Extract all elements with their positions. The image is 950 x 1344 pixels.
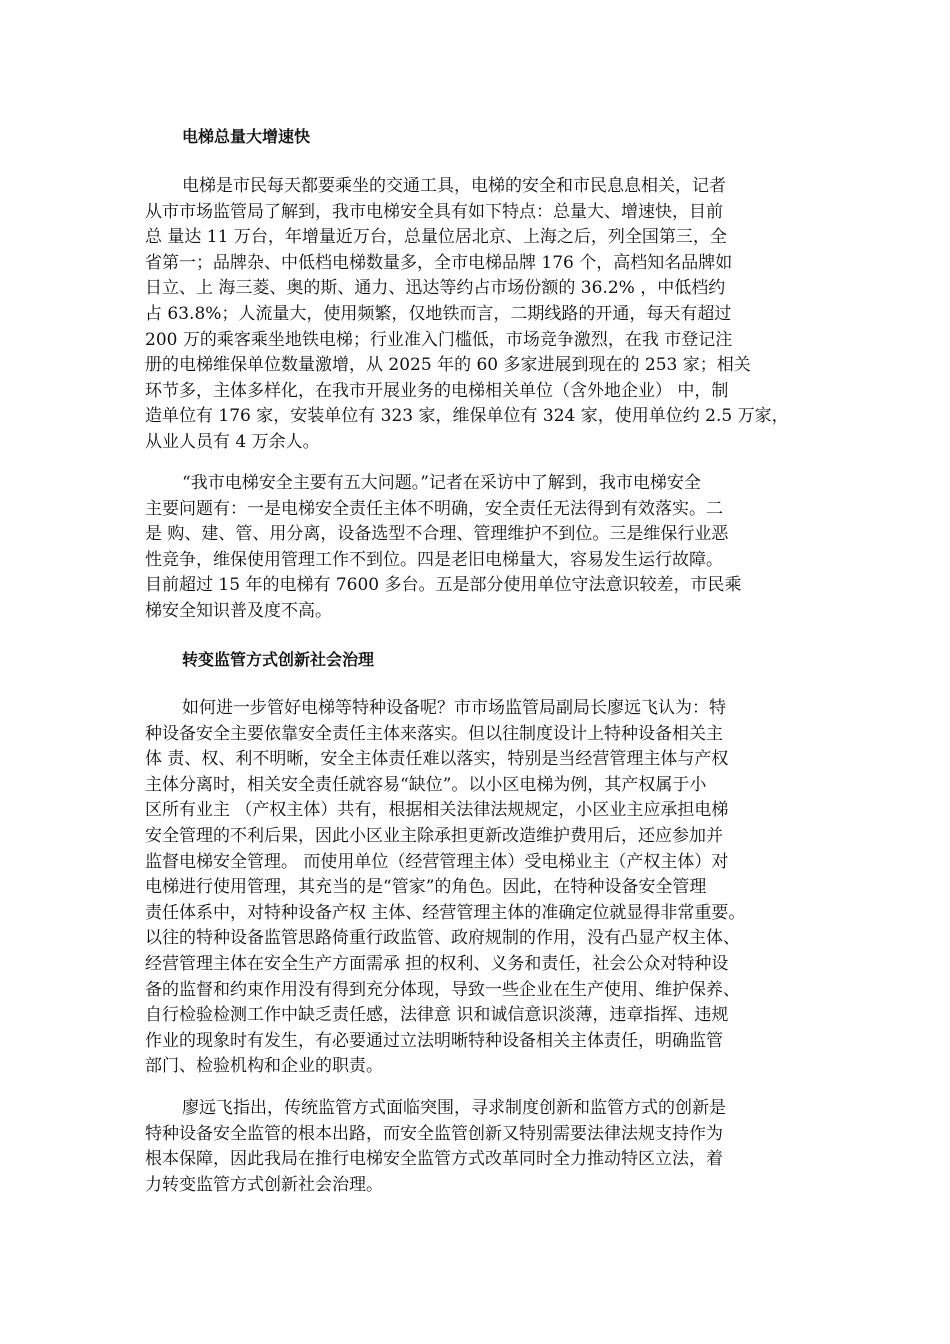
text-line: 主体分离时，相关安全责任就容易“缺位”。以小区电梯为例，其产权属于小 [145, 774, 707, 795]
text-line: 以往的特种设备监管思路倚重行政监管、政府规制的作用，没有凸显产权主体、 [145, 928, 740, 949]
text-line: 梯安全知识普及度不高。 [145, 600, 332, 621]
text-line: 日立、上 海三菱、奥的斯、通力、迅达等约占市场份额的 36.2% ，中低档约 [145, 278, 726, 299]
text-line: 主要问题有：一是电梯安全责任主体不明确，安全责任无法得到有效落实。二 [145, 498, 723, 519]
text-line: 目前超过 15 年的电梯有 7600 多台。五是部分使用单位守法意识较差，市民乘 [145, 575, 742, 596]
text-line: 性竞争，维保使用管理工作不到位。四是老旧电梯量大，容易发生运行故障。 [145, 549, 723, 570]
text-line: 环节多，主体多样化，在我市开展业务的电梯相关单位（含外地企业） 中，制 [145, 380, 729, 401]
text-line: 备的监督和约束作用没有得到充分体现，导致一些企业在生产使用、维护保养、 [145, 979, 740, 1000]
paragraph-regulation-approach [145, 696, 745, 1080]
text-line: 如何进一步管好电梯等特种设备呢？市市场监管局副局长廖远飞认为：特 [182, 698, 726, 718]
text-line: 占 63.8%；人流量大，使用频繁，仅地铁而言，二期线路的开通，每天有超过 [145, 303, 732, 324]
text-line: 根本保障，因此我局在推行电梯安全监管方式改革同时全力推动特区立法，着 [145, 1149, 723, 1170]
section-heading-2: 转变监管方式创新社会治理 [182, 650, 375, 669]
text-line: 总 量达 11 万台，年增量近万台，总量位居北京、上海之后，列全国第三，全 [145, 227, 727, 248]
text-line: 特种设备安全监管的根本出路，而安全监管创新又特别需要法律法规支持作为 [145, 1123, 723, 1144]
text-line: 监督电梯安全管理。 而使用单位（经营管理主体）受电梯业主（产权主体）对 [145, 851, 729, 872]
text-line: 部门、检验机构和企业的职责。 [145, 1056, 383, 1077]
text-line: 种设备安全主要依靠安全责任主体来落实。但以往制度设计上特种设备相关主 [145, 723, 723, 744]
text-line: 安全管理的不利后果，因此小区业主除承担更新改造维护费用后，还应参加并 [145, 825, 723, 846]
text-line: 区所有业主 （产权主体）共有，根据相关法律法规规定，小区业主应承担电梯 [145, 800, 729, 821]
text-line: 是 购、建、管、用分离，设备选型不合理、管理维护不到位。三是维保行业恶 [145, 524, 729, 545]
text-line: 责任体系中，对特种设备产权 主体、经营管理主体的准确定位就显得非常重要。 [145, 902, 746, 923]
text-line: 从市市场监管局了解到，我市电梯安全具有如下特点：总量大、增速快，目前 [145, 201, 723, 222]
paragraph-five-problems [145, 471, 742, 625]
text-line: 电梯进行使用管理，其充当的是“管家”的角色。因此，在特种设备安全管理 [145, 877, 707, 898]
text-line: 自行检验检测工作中缺乏责任感，法律意 识和诚信意识淡薄，违章指挥、违规 [145, 1005, 729, 1026]
text-line: 省第一；品牌杂、中低档电梯数量多，全市电梯品牌 176 个，高档知名品牌如 [145, 252, 733, 273]
paragraph-elevator-characteristics [145, 174, 789, 456]
text-line: 册的电梯维保单位数量激增，从 2025 年的 60 多家进展到现在的 253 家；相关 [145, 355, 751, 376]
paragraph-innovation-conclusion [145, 1096, 726, 1198]
text-line: 体 责、权、利不明晰，安全主体责任难以落实，特别是当经营管理主体与产权 [145, 749, 729, 770]
text-line: 廖远飞指出，传统监管方式面临突围，寻求制度创新和监管方式的创新是 [182, 1098, 726, 1118]
section-heading-1: 电梯总量大增速快 [182, 127, 311, 146]
text-line: 200 万的乘客乘坐地铁电梯；行业准入门槛低，市场竞争激烈，在我 市登记注 [145, 329, 733, 350]
text-line: 从业人员有 4 万余人。 [145, 431, 320, 452]
text-line: 作业的现象时有发生，有必要通过立法明晰特种设备相关主体责任，明确监管 [145, 1030, 723, 1051]
text-line: 经营管理主体在安全生产方面需承 担的权利、义务和责任，社会公众对特种设 [145, 953, 729, 974]
text-line: “我市电梯安全主要有五大问题。”记者在采访中了解到，我市电梯安全 [182, 473, 701, 493]
text-line: 力转变监管方式创新社会治理。 [145, 1174, 383, 1195]
text-line: 电梯是市民每天都要乘坐的交通工具，电梯的安全和市民息息相关，记者 [182, 176, 726, 196]
text-line: 造单位有 176 家，安装单位有 323 家，维保单位有 324 家，使用单位约 2.5 万家， [145, 406, 789, 427]
